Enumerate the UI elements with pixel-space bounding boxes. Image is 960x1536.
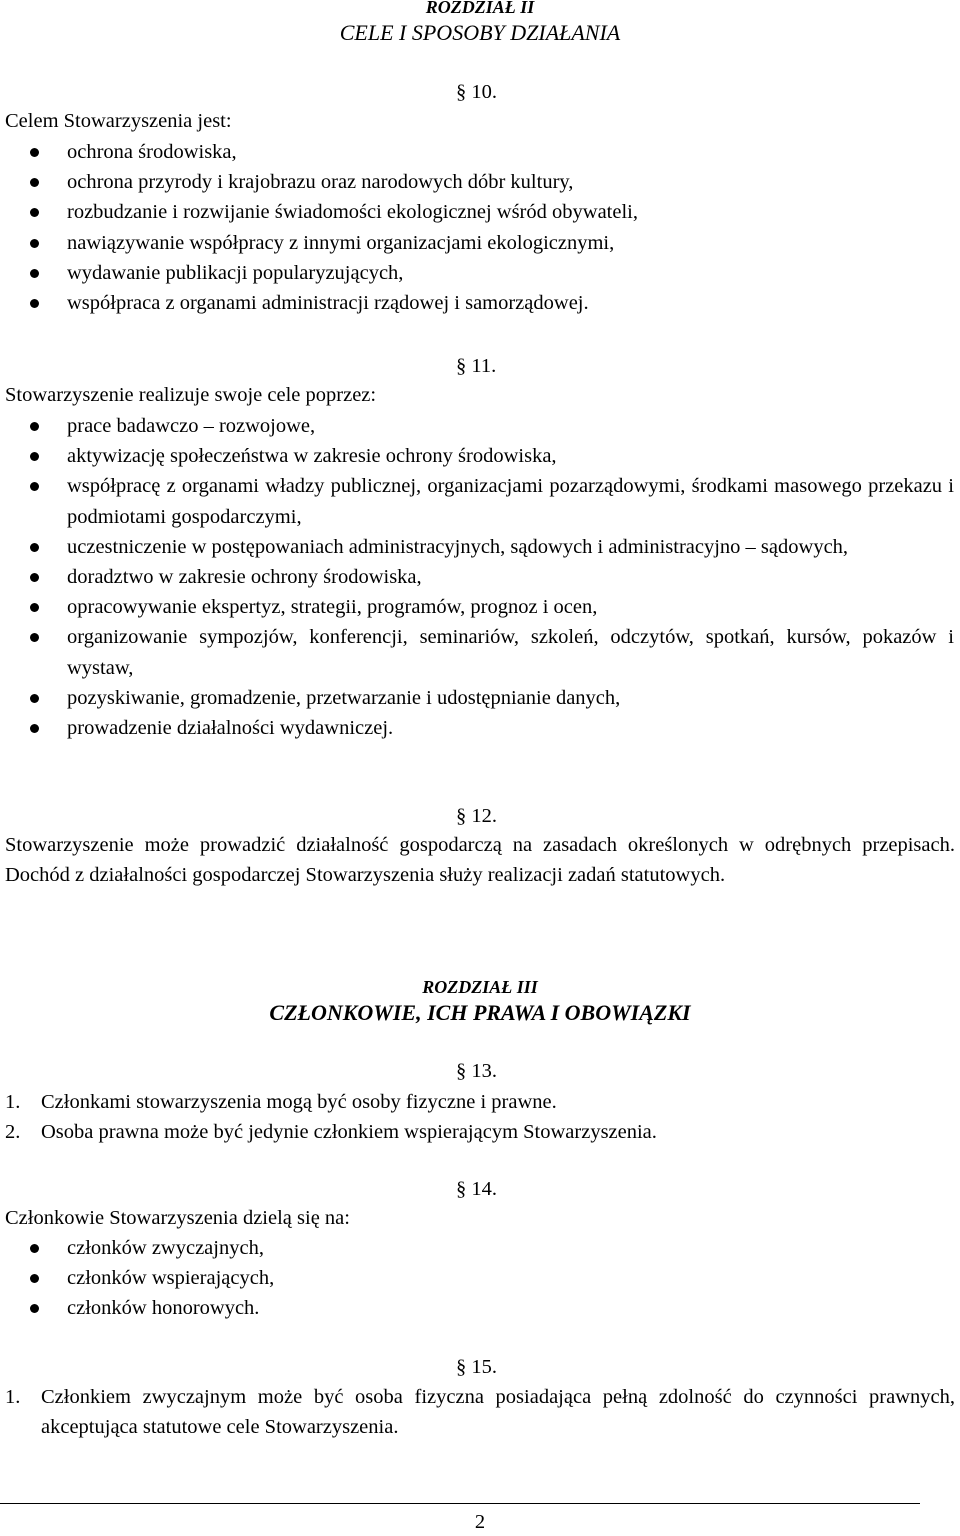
section-10-mark: § 10. — [456, 81, 497, 103]
bullet-icon — [30, 208, 39, 217]
list-item: członków wspierających, — [0, 1263, 960, 1293]
list-item: pozyskiwanie, gromadzenie, przetwarzanie i udostępnianie danych, — [0, 683, 960, 713]
list-item: współpracę z organami władzy publicznej, organizacjami pozarządowymi, środkami masowego przekazu i podmiotami gospodarczymi, — [0, 471, 960, 531]
list-item: 1. Członkiem zwyczajnym może być osoba fizyczna posiadająca pełną zdolność do czynności prawnych, akceptująca statutowe cele Stowarzyszenia. — [5, 1386, 955, 1439]
chapter-2-label: ROZDZIAŁ II — [425, 0, 535, 17]
section-12-mark: § 12. — [456, 805, 497, 827]
chapter-3-label: ROZDZIAŁ III — [422, 977, 538, 997]
list-item: wydawanie publikacji popularyzujących, — [0, 258, 960, 288]
list-item: członków honorowych. — [0, 1293, 960, 1323]
bullet-icon — [30, 1274, 39, 1283]
section-11-list — [0, 411, 960, 743]
section-15-list — [0, 1382, 960, 1442]
section-15-mark: § 15. — [456, 1356, 497, 1378]
list-item: ochrona środowiska, — [0, 137, 960, 167]
list-item: 2. Osoba prawna może być jedynie członkiem wspierającym Stowarzyszenia. — [5, 1121, 657, 1144]
bullet-icon — [30, 694, 39, 703]
bullet-icon — [30, 1244, 39, 1253]
list-item: 1. Członkami stowarzyszenia mogą być osoby fizyczne i prawne. — [5, 1091, 557, 1113]
page-number: 2 — [474, 1511, 486, 1533]
list-item: organizowanie sympozjów, konferencji, seminariów, szkoleń, odczytów, spotkań, kursów, pokazów i wystaw, — [0, 622, 960, 682]
bullet-icon — [30, 178, 39, 187]
list-item: opracowywanie ekspertyz, strategii, programów, prognoz i ocen, — [0, 592, 960, 622]
list-item: prace badawczo – rozwojowe, — [0, 411, 960, 441]
bullet-icon — [30, 422, 39, 431]
bullet-icon — [30, 543, 39, 552]
list-item: aktywizację społeczeństwa w zakresie ochrony środowiska, — [0, 441, 960, 471]
bullet-icon — [30, 1304, 39, 1313]
bullet-icon — [30, 452, 39, 461]
bullet-icon — [30, 482, 39, 491]
bullet-icon — [30, 603, 39, 612]
chapter-2-title: CELE I SPOSOBY DZIAŁANIA — [339, 20, 621, 45]
section-14-intro: Członkowie Stowarzyszenia dzielą się na: — [5, 1207, 350, 1229]
section-11-mark: § 11. — [456, 355, 497, 377]
bullet-icon — [30, 724, 39, 733]
section-12-text: Stowarzyszenie może prowadzić działalność gospodarczą na zasadach określonych w odrębnych przepisach. Dochód z działalności gospodarczej Stowarzyszenia służy realizacji zadań statutowych. — [5, 834, 955, 887]
section-10-intro: Celem Stowarzyszenia jest: — [5, 110, 232, 132]
bullet-icon — [30, 299, 39, 308]
section-10-list — [0, 137, 960, 318]
list-item: uczestniczenie w postępowaniach administracyjnych, sądowych i administracyjno – sądowych, — [0, 532, 960, 562]
chapter-3-title: CZŁONKOWIE, ICH PRAWA I OBOWIĄZKI — [269, 1000, 691, 1025]
bullet-icon — [30, 573, 39, 582]
list-item: rozbudzanie i rozwijanie świadomości ekologicznej wśród obywateli, — [0, 197, 960, 227]
list-item: nawiązywanie współpracy z innymi organizacjami ekologicznymi, — [0, 228, 960, 258]
section-14-mark: § 14. — [456, 1178, 497, 1200]
bullet-icon — [30, 633, 39, 642]
list-item: ochrona przyrody i krajobrazu oraz narodowych dóbr kultury, — [0, 167, 960, 197]
section-11-intro: Stowarzyszenie realizuje swoje cele poprzez: — [5, 384, 377, 406]
section-14-list — [0, 1233, 960, 1324]
list-item: współpraca z organami administracji rządowej i samorządowej. — [0, 288, 960, 318]
bullet-icon — [30, 239, 39, 248]
section-13-mark: § 13. — [456, 1060, 497, 1082]
list-item: członków zwyczajnych, — [0, 1233, 960, 1263]
bullet-icon — [30, 148, 39, 157]
section-13-list — [0, 1087, 960, 1147]
list-item: doradztwo w zakresie ochrony środowiska, — [0, 562, 960, 592]
list-item: prowadzenie działalności wydawniczej. — [0, 713, 960, 743]
footer-divider — [0, 1503, 920, 1504]
bullet-icon — [30, 269, 39, 278]
